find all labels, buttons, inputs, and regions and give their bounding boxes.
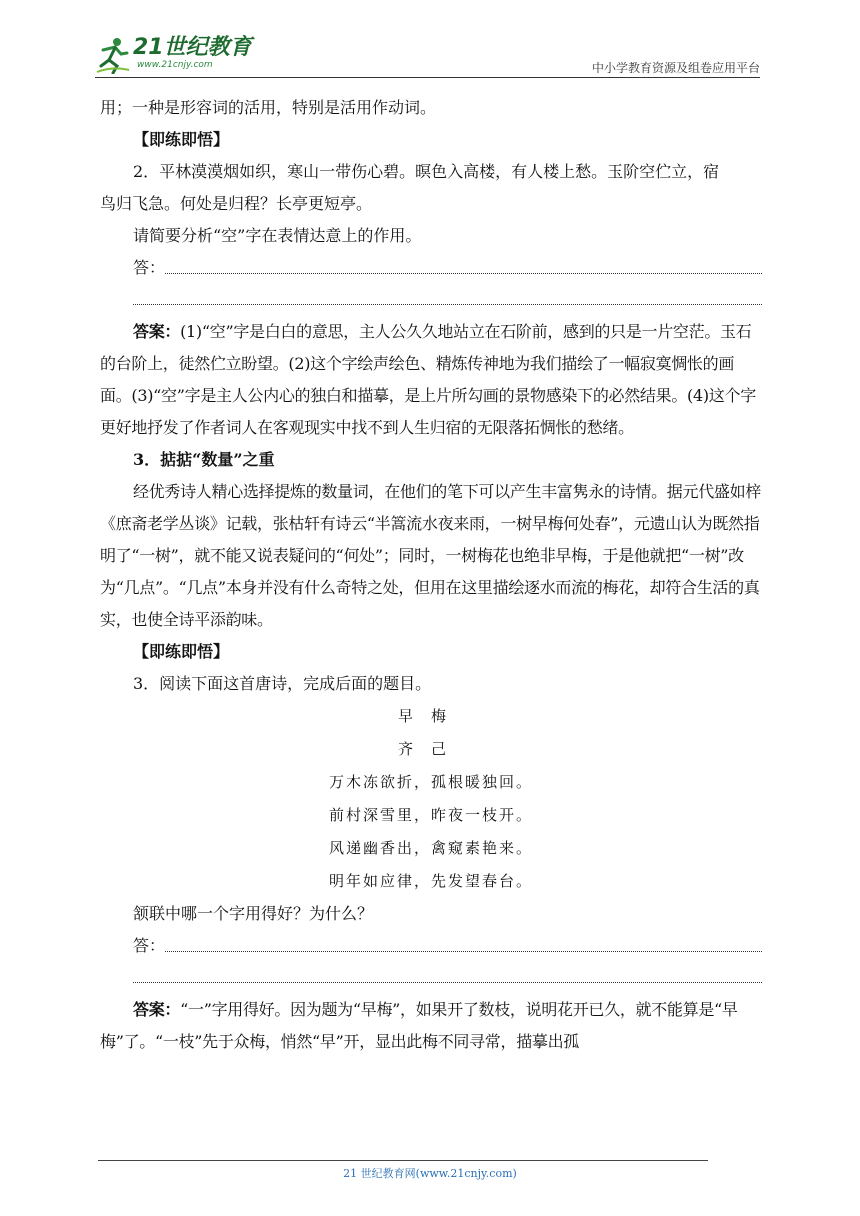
- answer-text: (1)“空”字是白白的意思，主人公久久地站立在石阶前，感到的只是一片空茫。玉石的台阶上，徒然伫立盼望。(2)这个字绘声绘色、精炼传神地为我们描绘了一幅寂寞惆怅的画面。(3)“空”字是主人公内心的独白和描摹，是上片所勾画的景物感染下的必然结果。(4)这个字更好地抒发了作者词人在客观现实中找不到人生归宿的无限落拓惆怅的愁绪。: [100, 322, 756, 437]
- answer-label: 答案：: [133, 322, 181, 341]
- question-text: 3．阅读下面这首唐诗，完成后面的题目。: [133, 674, 432, 693]
- question-line: 2．平林漠漠烟如织，寒山一带伤心碧。暝色入高楼，有人楼上愁。玉阶空伫立，宿: [133, 162, 720, 181]
- dotted-line: [165, 951, 762, 952]
- footer-divider: [98, 1160, 708, 1161]
- paragraph: 用；一种是形容词的活用，特别是活用作动词。: [100, 98, 437, 117]
- dotted-line: [133, 304, 762, 305]
- answer-blank: [100, 930, 762, 962]
- logo-url: www.21cnjy.com: [137, 60, 213, 70]
- page-footer: 21 世纪教育网(www.21cnjy.com): [343, 1167, 517, 1180]
- answer-blank-continuation: [133, 962, 762, 994]
- platform-name: 中小学教育资源及组卷应用平台: [591, 61, 760, 75]
- poem-line: 万木冻欲折，孤根暖独回。: [328, 773, 533, 791]
- question-prompt: 请简要分析“空”字在表情达意上的作用。: [133, 226, 422, 245]
- answer-label: 答：: [133, 258, 166, 277]
- paragraph: 经优秀诗人精心选择提炼的数量词，在他们的笔下可以产生丰富隽永的诗情。据元代盛如梓《庶斋老学丛谈》记载，张枯轩有诗云“半篙流水夜来雨，一树早梅何处春”，元遗山认为既然指明了“一树”，就不能又说表疑问的“何处”；同时，一树梅花也绝非早梅，于是他就把“一树”改为“几点”。“几点”本身并没有什么奇特之处，但用在这里描绘逐水而流的梅花，却符合生活的真实，也使全诗平添韵味。: [100, 482, 762, 629]
- site-logo: [95, 36, 252, 74]
- question-line: 鸟归飞急。何处是归程？长亭更短亭。: [100, 194, 373, 213]
- answer-label: 答案：: [133, 1000, 181, 1019]
- section-title: 3．掂掂“数量”之重: [133, 450, 275, 469]
- answer-blank: [100, 252, 762, 284]
- header-divider: [95, 77, 760, 78]
- question-prompt: 颔联中哪一个字用得好？为什么？: [133, 904, 374, 923]
- runner-logo-icon: [95, 36, 131, 74]
- answer-label: 答：: [133, 936, 166, 955]
- poem-line: 前村深雪里，昨夜一枝开。: [328, 806, 533, 824]
- poem-title: 早梅: [397, 707, 464, 725]
- dotted-line: [133, 982, 762, 983]
- section-heading: 【即练即悟】: [133, 130, 230, 149]
- answer-paragraph: [100, 994, 762, 1058]
- answer-blank-continuation: [133, 284, 762, 316]
- document-body: [100, 92, 762, 1058]
- logo-title: 21世纪教育: [133, 35, 252, 60]
- answer-text: “一”字用得好。因为题为“早梅”，如果开了数枝，说明花开已久，就不能算是“早梅”了。“一枝”先于众梅，悄然“早”开，显出此梅不同寻常，描摹出孤: [100, 1000, 738, 1051]
- poem-line: 明年如应律，先发望春台。: [328, 872, 533, 890]
- poem-line: 风递幽香出，禽窥素艳来。: [328, 839, 533, 857]
- question-text: [100, 156, 762, 220]
- page-header: [95, 34, 760, 78]
- answer-paragraph: [100, 316, 762, 444]
- dotted-line: [165, 273, 762, 274]
- section-heading: 【即练即悟】: [133, 642, 230, 661]
- poem-author: 齐己: [397, 740, 464, 758]
